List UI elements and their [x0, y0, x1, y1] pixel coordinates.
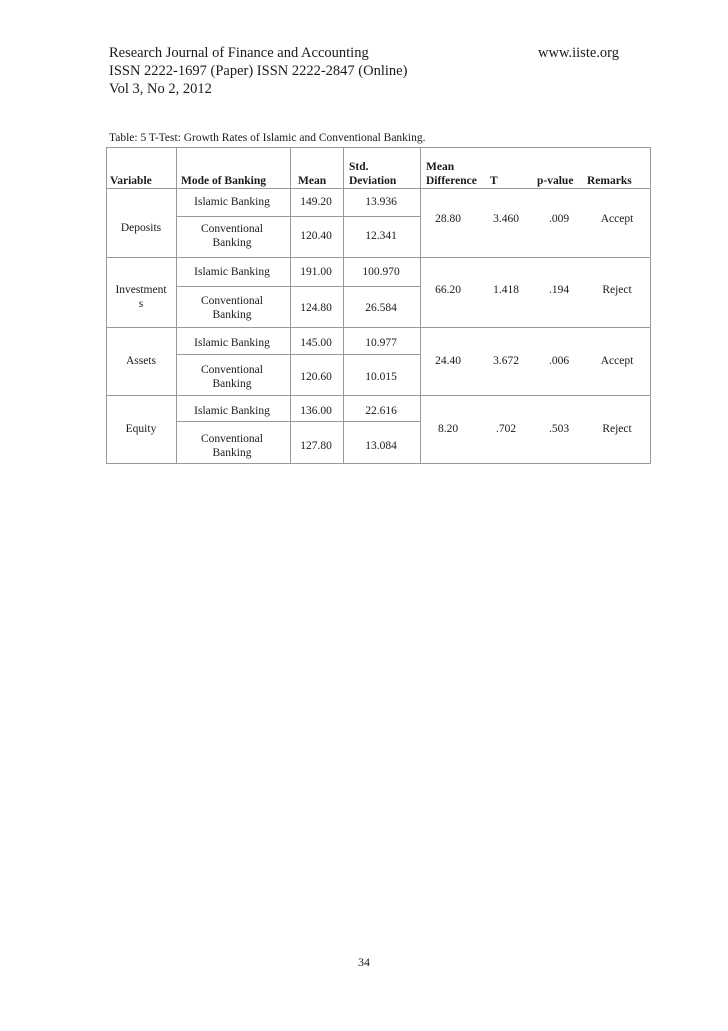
mode-conventional-2: Banking [212, 447, 252, 459]
std-islamic: 22.616 [365, 405, 397, 417]
header-remarks: Remarks [587, 175, 632, 187]
issn-line: ISSN 2222-1697 (Paper) ISSN 2222-2847 (Online) [109, 63, 408, 79]
header-p: p-value [537, 175, 574, 187]
journal-url: www.iiste.org [538, 45, 619, 61]
variable-investments-2: s [138, 298, 144, 310]
mode-conventional-1: Conventional [201, 433, 263, 445]
variable-equity: Equity [125, 423, 157, 435]
col-rule [420, 148, 421, 463]
std-islamic: 13.936 [365, 196, 397, 208]
mean-difference: 28.80 [435, 213, 461, 225]
remarks: Accept [600, 355, 634, 367]
subrow-rule [176, 421, 420, 422]
std-conventional: 12.341 [365, 230, 397, 242]
header-std-1: Std. [349, 161, 369, 173]
mean-difference: 66.20 [435, 284, 461, 296]
mode-conventional-1: Conventional [201, 364, 263, 376]
mean-difference: 24.40 [435, 355, 461, 367]
mean-islamic: 191.00 [300, 266, 332, 278]
std-conventional: 10.015 [365, 371, 397, 383]
t-value: 1.418 [493, 284, 519, 296]
remarks: Reject [602, 284, 632, 296]
variable-deposits: Deposits [120, 222, 162, 234]
variable-assets: Assets [125, 355, 157, 367]
mean-conventional: 127.80 [300, 440, 332, 452]
std-conventional: 26.584 [365, 302, 397, 314]
page-number: 34 [358, 955, 370, 969]
header-mean: Mean [298, 175, 327, 187]
t-value: .702 [495, 423, 517, 435]
t-value: 3.672 [493, 355, 519, 367]
mean-difference: 8.20 [437, 423, 459, 435]
t-value: 3.460 [493, 213, 519, 225]
header-variable: Variable [110, 175, 152, 187]
volume-line: Vol 3, No 2, 2012 [109, 81, 212, 97]
mode-islamic: Islamic Banking [194, 337, 270, 349]
mode-conventional-1: Conventional [201, 223, 263, 235]
subrow-rule [176, 354, 420, 355]
header-mode: Mode of Banking [181, 175, 266, 187]
header-md-1: Mean [426, 161, 455, 173]
variable-investments-1: Investment [115, 284, 167, 296]
mode-conventional-2: Banking [212, 237, 252, 249]
mean-conventional: 120.60 [300, 371, 332, 383]
group-rule [107, 395, 650, 396]
mean-islamic: 136.00 [300, 405, 332, 417]
header-t: T [490, 175, 498, 187]
mode-conventional-2: Banking [212, 378, 252, 390]
mode-islamic: Islamic Banking [194, 266, 270, 278]
mode-islamic: Islamic Banking [194, 196, 270, 208]
p-value: .194 [548, 284, 570, 296]
mean-islamic: 145.00 [300, 337, 332, 349]
p-value: .009 [548, 213, 570, 225]
std-conventional: 13.084 [365, 440, 397, 452]
group-rule [107, 257, 650, 258]
subrow-rule [176, 286, 420, 287]
table-caption: Table: 5 T-Test: Growth Rates of Islamic and Conventional Banking. [109, 132, 426, 144]
mode-islamic: Islamic Banking [194, 405, 270, 417]
std-islamic: 100.970 [362, 266, 400, 278]
mean-islamic: 149.20 [300, 196, 332, 208]
journal-title: Research Journal of Finance and Accounting [109, 45, 369, 61]
std-islamic: 10.977 [365, 337, 397, 349]
header-std-2: Deviation [349, 175, 397, 187]
mode-conventional-1: Conventional [201, 295, 263, 307]
header-md-2: Difference [426, 175, 477, 187]
p-value: .006 [548, 355, 570, 367]
subrow-rule [176, 216, 420, 217]
group-rule [107, 327, 650, 328]
remarks: Accept [600, 213, 634, 225]
mean-conventional: 120.40 [300, 230, 332, 242]
mode-conventional-2: Banking [212, 309, 252, 321]
p-value: .503 [548, 423, 570, 435]
remarks: Reject [602, 423, 632, 435]
mean-conventional: 124.80 [300, 302, 332, 314]
